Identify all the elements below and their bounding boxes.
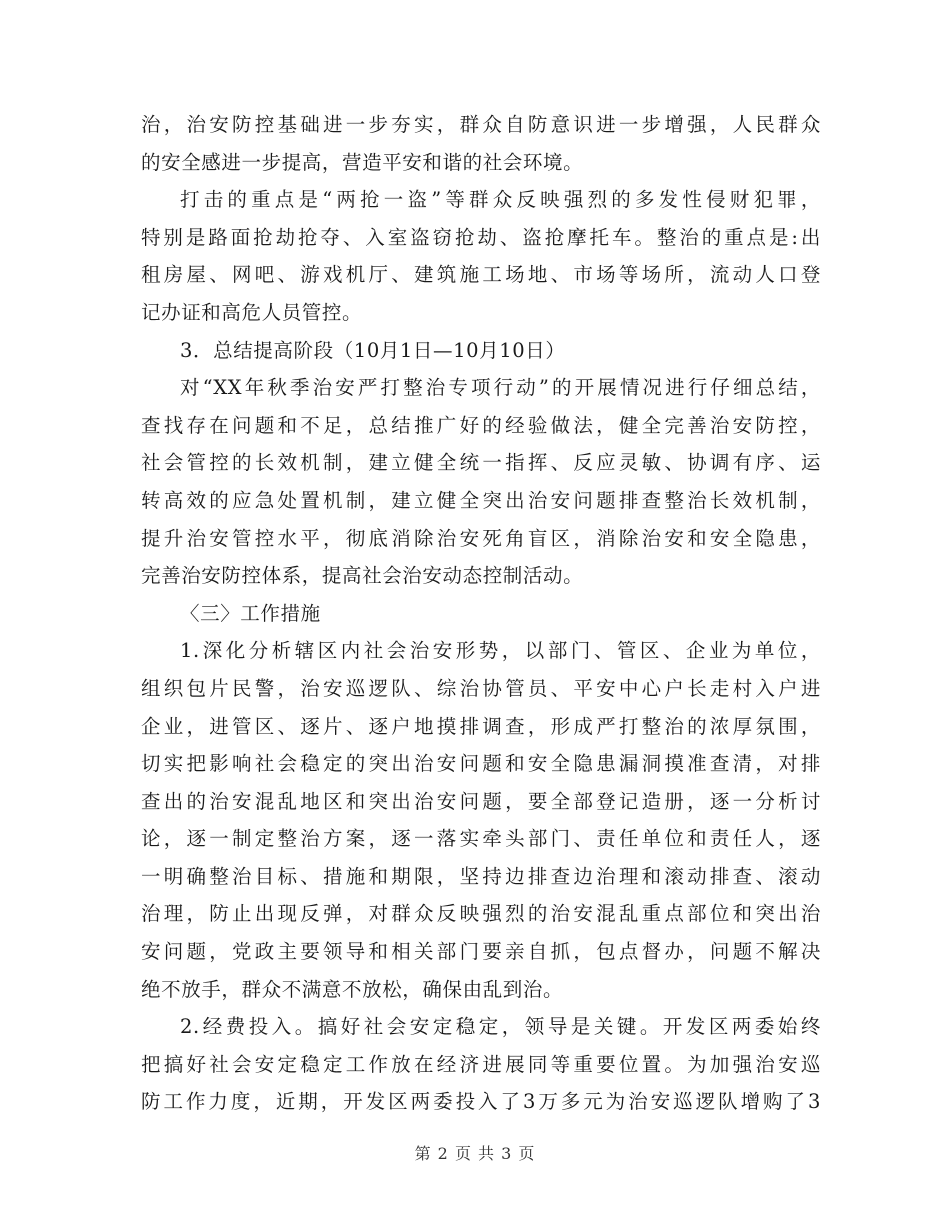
text-line: 安问题，党政主要领导和相关部门要亲自抓，包点督办，问题不解决 [141,940,821,964]
text-line: 完善治安防控体系，提高社会治安动态控制活动。 [141,564,584,588]
text-line: 转高效的应急处置机制，建立健全突出治安问题排查整治长效机制， [141,488,821,512]
text-line: 提升治安管控水平，彻底消除治安死角盲区，消除治安和安全隐患， [141,526,821,550]
text-line: 查找存在问题和不足，总结推广好的经验做法，健全完善治安防控， [141,413,821,437]
text-line: 打击的重点是“两抢一盗”等群众反映强烈的多发性侵财犯罪， [180,188,821,212]
text-line: 切实把影响社会稳定的突出治安问题和安全隐患漏洞摸准查清，对排 [141,752,821,776]
text-line: 查出的治安混乱地区和突出治安问题，要全部登记造册，逐一分析讨 [141,789,821,813]
text-line: 防工作力度，近期，开发区两委投入了3万多元为治安巡逻队增购了3 [141,1090,821,1114]
text-line: 3．总结提高阶段（10月1日—10月10日） [180,338,566,362]
text-line: 租房屋、网吧、游戏机厅、建筑施工场地、市场等场所，流动人口登 [141,263,821,287]
text-line: 1.深化分析辖区内社会治安形势，以部门、管区、企业为单位， [180,639,821,663]
text-line: 绝不放手，群众不满意不放松，确保由乱到治。 [141,977,564,1001]
text-line: 组织包片民警，治安巡逻队、综治协管员、平安中心户长走村入户进 [141,676,821,700]
text-line: 治理，防止出现反弹，对群众反映强烈的治安混乱重点部位和突出治 [141,902,821,926]
text-line: 特别是路面抢劫抢夺、入室盗窃抢劫、盗抢摩托车。整治的重点是:出 [141,225,821,249]
document-body [141,106,821,1121]
text-line: 〈三〉工作措施 [180,601,321,625]
text-line: 对“XX年秋季治安严打整治专项行动”的开展情况进行仔细总结， [180,376,821,400]
text-line: 治，治安防控基础进一步夯实，群众自防意识进一步增强，人民群众 [141,113,821,136]
page-number-footer: 第 2 页 共 3 页 [414,1144,536,1163]
text-line: 论，逐一制定整治方案，逐一落实牵头部门、责任单位和责任人，逐 [141,827,821,851]
text-line: 的安全感进一步提高，营造平安和谐的社会环境。 [141,150,584,174]
text-line: 企业，进管区、逐片、逐户地摸排调查，形成严打整治的浓厚氛围， [141,714,821,738]
text-line: 社会管控的长效机制，建立健全统一指挥、反应灵敏、协调有序、运 [141,451,821,475]
text-line: 2.经费投入。搞好社会安定稳定，领导是关键。开发区两委始终 [180,1015,821,1039]
text-line: 记办证和高危人员管控。 [141,300,363,324]
text-line: 一明确整治目标、措施和期限，坚持边排查边治理和滚动排查、滚动 [141,864,821,888]
text-line: 把搞好社会安定稳定工作放在经济进展同等重要位置。为加强治安巡 [141,1052,821,1076]
